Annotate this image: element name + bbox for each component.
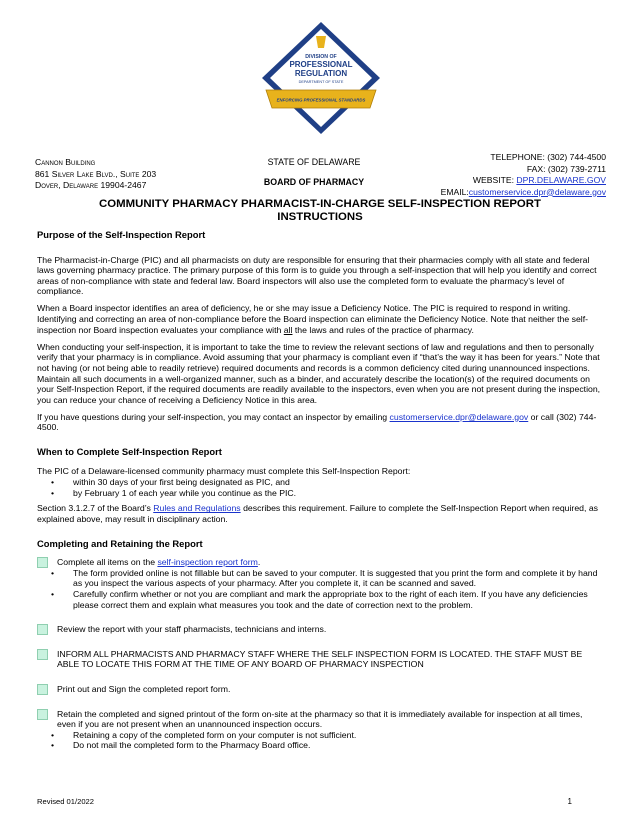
- address-line-2: 861 Silver Lake Blvd., Suite 203: [35, 168, 157, 179]
- list-item: • Do not mail the completed form to the Pharmacy Board office.: [73, 740, 603, 751]
- when-text-b: describes this requirement. Failure to complete the Self-Inspection Report when required, as explained above, may result in disciplinary action.: [37, 503, 598, 524]
- title-main: COMMUNITY PHARMACY PHARMACIST-IN-CHARGE SELF-INSPECTION REPORT: [99, 198, 541, 210]
- when-paragraph: [37, 503, 603, 524]
- when-text-a: Section 3.1.2.7 of the Board’s: [37, 503, 154, 514]
- document-title: [0, 198, 640, 224]
- item1-text-a: Complete all items on the: [57, 557, 158, 568]
- website-label: WEBSITE:: [472, 175, 517, 185]
- checklist-item-print: [37, 684, 603, 695]
- logo-line3: REGULATION: [294, 69, 348, 78]
- item5-sublist: [57, 730, 603, 751]
- inspector-email-link[interactable]: customerservice.dpr@delaware.gov: [389, 411, 529, 422]
- checklist-text: Review the report with your staff pharmacists, technicians and interns.: [57, 624, 327, 635]
- checkbox-icon[interactable]: [37, 684, 48, 695]
- list-item: • within 30 days of your first being designated as PIC, and: [73, 477, 603, 488]
- website-link[interactable]: DPR.DELAWARE.GOV: [516, 175, 606, 185]
- email-label: EMAIL:: [440, 186, 469, 197]
- contact-block: [441, 152, 606, 198]
- email-link[interactable]: customerservice.dpr@delaware.gov: [468, 186, 606, 197]
- checkbox-icon[interactable]: [37, 649, 48, 660]
- checklist-item-complete: [37, 557, 603, 610]
- report-form-link[interactable]: self-inspection report form: [157, 557, 258, 568]
- purpose-paragraph-1: The Pharmacist-in-Charge (PIC) and all pharmacists on duty are responsible for ensuring that their pharmacies comply with all state and federal laws governing pharmacy practice. The primary purpose of this form is to guide you through a self-inspection that will help you identify and correct areas of non-compliance with state and federal law. Board inspectors will also use the completed form to evaluate the pharmacy’s level of compliance.: [37, 254, 597, 297]
- checkbox-icon[interactable]: [37, 709, 48, 720]
- address-line-1: Cannon Building: [35, 157, 96, 167]
- purpose-heading: Purpose of the Self-Inspection Report: [37, 229, 206, 240]
- list-item: • Retaining a copy of the completed form on your computer is not sufficient.: [73, 730, 603, 741]
- logo-line2: PROFESSIONAL: [289, 60, 353, 69]
- revision-date: Revised 01/2022: [37, 797, 94, 806]
- item1-text-b: .: [257, 557, 261, 568]
- p4-text-b: or call (302) 744-4500.: [37, 411, 597, 433]
- purpose-paragraph-2: [37, 303, 603, 335]
- when-intro: The PIC of a Delaware-licensed community pharmacy must complete this Self-Inspection Report:: [37, 465, 411, 476]
- checklist-text: [57, 557, 603, 568]
- email-row: [441, 187, 606, 199]
- when-heading: When to Complete Self-Inspection Report: [37, 446, 222, 457]
- p2-text-b: the laws and rules of the practice of pharmacy.: [292, 324, 474, 335]
- dpr-logo-seal: [258, 20, 384, 136]
- checkbox-icon[interactable]: [37, 557, 48, 568]
- p2-underline: all: [283, 324, 293, 335]
- title-sub: INSTRUCTIONS: [277, 211, 363, 223]
- state-label: STATE OF DELAWARE: [267, 157, 361, 167]
- checklist-item-retain: [37, 709, 603, 751]
- logo-line1: DIVISION OF: [305, 54, 337, 60]
- purpose-paragraph-3: When conducting your self-inspection, it is important to take the time to review the relevant sections of law and regulations and then to personally verify that your pharmacy is in compliance. Avoid assuming that your pharmacy is compliant even if “that’s the way it has been for years.” Note that not having (or not being able to readily retrieve) required documents and records is a common deficiency cited during unannounced inspections. Maintain all such documents in a well-organized manner, such as a binder, and accurately describe the location(s) of the required documents on your Self-Inspection Report, if the required documents are readily available to the inspectors, even when you are not present during the inspection, you can reduce your chance of receiving a Deficiency Notice in this area.: [37, 341, 601, 405]
- checklist-text: INFORM ALL PHARMACISTS AND PHARMACY STAFF WHERE THE SELF INSPECTION FORM IS LOCATED. THE STAFF MUST BE ABLE TO LOCATE THIS FORM AT THE TIME OF ANY BOARD OF PHARMACY INSPECTION: [57, 648, 583, 670]
- checklist-item-review: [37, 624, 603, 635]
- address-line-3: Dover, Delaware 19904-2467: [35, 180, 147, 190]
- when-list: [37, 477, 603, 498]
- website-row: [441, 175, 606, 187]
- office-address: [35, 157, 156, 192]
- list-item: • by February 1 of each year while you continue as the PIC.: [73, 488, 603, 499]
- checklist-text: Retain the completed and signed printout of the form on-site at the pharmacy so that it is immediately available for inspection at all times, even if you are not present when an unannounced inspection occurs.: [57, 708, 583, 730]
- purpose-paragraph-4: [37, 412, 603, 433]
- logo-line4: DEPARTMENT OF STATE: [298, 80, 344, 84]
- p2-text-a: When a Board inspector identifies an area of deficiency, he or she may issue a Deficiency Notice. The PIC is required to respond in writing. Identifying and correcting an area of non-compliance before the Board inspection can eliminate the Deficiency Notice. Note that neither the self-inspection nor Board inspection evaluates your compliance with: [37, 303, 589, 335]
- fax: FAX: (302) 739-2711: [526, 163, 606, 174]
- board-label: BOARD OF PHARMACY: [263, 176, 365, 187]
- p4-text-a: If you have questions during your self-inspection, you may contact an inspector by emailing: [37, 411, 390, 422]
- retain-heading: Completing and Retaining the Report: [37, 537, 203, 549]
- list-item: • Carefully confirm whether or not you are compliant and mark the appropriate box to the right of each item. If you have any deficiencies please correct them and explain what measures you took and the date of correction next to the problem.: [73, 589, 603, 610]
- telephone: TELEPHONE: (302) 744-4500: [490, 152, 606, 162]
- rules-regulations-link[interactable]: Rules and Regulations: [153, 503, 241, 514]
- document-body: [37, 230, 603, 751]
- checkbox-icon[interactable]: [37, 624, 48, 635]
- page-number: 1: [567, 797, 572, 806]
- agency-block: [240, 157, 388, 188]
- item1-sublist: [57, 568, 603, 610]
- checklist-item-inform: [37, 649, 603, 670]
- checklist-text: Print out and Sign the completed report form.: [57, 683, 231, 694]
- logo-ribbon-text: ENFORCING PROFESSIONAL STANDARDS: [276, 97, 366, 103]
- list-item: • The form provided online is not fillable but can be saved to your computer. It is suggested that you print the form and complete it by hand as you inspect the various aspects of your pharmacy. After you complete it, it can be scanned and saved.: [73, 568, 603, 589]
